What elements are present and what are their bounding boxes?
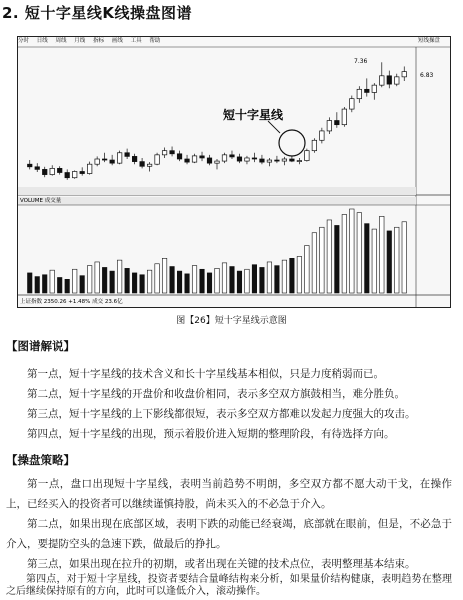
volume-label: VOLUME 成交量 <box>20 198 62 204</box>
candle-body <box>95 159 99 164</box>
volume-bar <box>87 266 91 293</box>
candle-body <box>267 160 271 162</box>
candle-body <box>372 85 376 92</box>
candle-body <box>237 157 241 161</box>
volume-bar <box>327 220 331 293</box>
price-mark-label: 6.83 <box>420 72 434 79</box>
candle-body <box>320 131 324 140</box>
candle-body <box>357 89 361 98</box>
page-title: 2. 短十字星线K线操盘图谱 <box>2 4 192 22</box>
candle-body <box>87 164 91 173</box>
paragraph: 第四点，对于短十字星线，投资者要结合量峰结构来分析，如果量价结构健康，表明趋势在整理之后继续保持原有的方向，此时可以逢低介入，滚动操作。 <box>6 574 452 597</box>
candle-body <box>170 151 174 154</box>
candle-body <box>230 155 234 157</box>
volume-bar <box>42 275 46 293</box>
volume-bar <box>35 277 39 293</box>
candle-body <box>365 89 369 92</box>
candle-body <box>207 158 211 163</box>
volume-bar <box>185 274 189 293</box>
section-heading: 【图谱解说】 <box>6 339 75 353</box>
volume-bar <box>305 246 309 293</box>
list-item: 第二点，短十字星线的开盘价和收盘价相同，表示多空双方旗鼓相当，难分胜负。 <box>27 388 405 400</box>
volume-bar <box>162 258 166 293</box>
candle-body <box>245 158 249 161</box>
toolbar-item[interactable]: 月线 <box>74 38 86 44</box>
volume-bar <box>282 260 286 293</box>
status-bar: 上证指数 2350.26 +1.48% 成交 23.6亿 <box>20 299 123 305</box>
list-item: 第一点，短十字星线的技术含义和长十字星线基本相似，只是力度稍弱而已。 <box>27 368 384 380</box>
candle-body <box>260 159 264 162</box>
toolbar-item[interactable]: 工具 <box>130 38 142 44</box>
volume-bar <box>260 267 264 293</box>
candle-body <box>125 153 129 157</box>
price-high-label: 7.36 <box>354 58 368 65</box>
volume-bar <box>95 262 99 293</box>
volume-bar <box>237 271 241 293</box>
volume-bar <box>275 266 279 293</box>
volume-bar <box>357 213 361 293</box>
volume-bar <box>312 233 316 293</box>
volume-bar <box>380 216 384 293</box>
candle-body <box>35 167 39 170</box>
candle-body <box>57 168 61 172</box>
candle-body <box>282 159 286 161</box>
list-item: 第四点，短十字星线的出现，预示着股价进入短期的整理阶段，有待选择方向。 <box>27 428 395 440</box>
candle-body <box>387 76 391 84</box>
paragraph: 第一点，盘口出现短十字星线，表明当前趋势不明朗，多空双方都不愿大动干戈，在操作上，已经买入的投资者可以继续谨慎持股，尚未买入的不必急于介入。 <box>6 478 452 510</box>
volume-bar <box>155 264 159 293</box>
section-heading: 【操盘策略】 <box>6 453 75 467</box>
annotation-arrow <box>268 121 280 133</box>
volume-bar <box>57 277 61 293</box>
volume-bar <box>65 279 69 293</box>
volume-bar <box>342 214 346 293</box>
candle-body <box>252 158 256 159</box>
toolbar-right-label: 短线操盘 <box>417 38 440 44</box>
candle-body <box>147 164 151 166</box>
candle-body <box>72 171 76 177</box>
candle-body <box>155 155 159 164</box>
candle-body <box>395 77 399 84</box>
candle-body <box>380 76 384 85</box>
annotation-label: 短十字星线 <box>223 108 284 122</box>
candle-body <box>297 161 301 162</box>
candle-body <box>162 151 166 155</box>
volume-bar <box>177 271 181 293</box>
volume-bar <box>372 229 376 293</box>
volume-bar <box>102 267 106 293</box>
paragraph: 第二点，如果出现在底部区域，表明下跌的动能已经衰竭，底部就在眼前，但是，不必急于介入，要提防空头的急速下跌，做最后的挣扎。 <box>6 518 452 550</box>
volume-bar <box>350 209 354 293</box>
volume-bar <box>252 265 256 293</box>
candle-body <box>290 159 294 161</box>
candle-body <box>110 160 114 163</box>
candle-body <box>350 99 354 109</box>
figure-caption: 图【26】短十字星线示意图 <box>176 316 287 326</box>
volume-bar <box>267 262 271 293</box>
paragraph: 第三点，如果出现在拉升的初期，或者出现在关键的技术点位，表明整理基本结束。 <box>27 558 416 570</box>
candle-body <box>80 171 84 173</box>
volume-bar <box>192 266 196 293</box>
volume-bar <box>320 227 324 293</box>
candle-body <box>222 155 226 161</box>
candle-body <box>27 164 31 167</box>
candle-body <box>215 161 219 163</box>
volume-bar <box>140 275 144 293</box>
volume-bar <box>290 258 294 293</box>
volume-bar <box>387 231 391 293</box>
candle-body <box>342 109 346 125</box>
candle-body <box>50 168 54 174</box>
volume-bar <box>395 227 399 293</box>
candle-body <box>132 156 136 161</box>
candle-body <box>200 156 204 158</box>
volume-bar <box>230 267 234 293</box>
volume-bar <box>80 276 84 293</box>
volume-bar <box>365 224 369 293</box>
volume-bar <box>110 271 114 293</box>
candle-body <box>102 159 106 160</box>
list-item: 第三点，短十字星线的上下影线都很短，表示多空双方都难以发起力度强大的攻击。 <box>27 408 416 420</box>
volume-bar <box>200 269 204 293</box>
toolbar-item[interactable]: 画线 <box>111 38 123 44</box>
volume-bar <box>207 273 211 293</box>
candle-body <box>117 153 121 163</box>
volume-bar <box>117 260 121 293</box>
toolbar-item[interactable]: 分时 <box>18 38 30 44</box>
kline-chart-screenshot <box>17 36 451 308</box>
volume-bar <box>245 269 249 293</box>
volume-bar <box>170 267 174 293</box>
candle-body <box>275 160 279 161</box>
volume-bar <box>125 268 129 293</box>
volume-bar <box>50 270 54 293</box>
volume-bar <box>27 273 31 293</box>
candle-body <box>402 72 406 77</box>
toolbar-item[interactable]: 周线 <box>55 38 67 44</box>
volume-bar <box>222 263 226 293</box>
candle-body <box>327 121 331 131</box>
candle-body <box>140 162 144 167</box>
volume-bar <box>132 273 136 293</box>
annotation-circle <box>279 130 305 156</box>
volume-bar <box>215 268 219 293</box>
toolbar-item[interactable]: 指标 <box>93 38 105 44</box>
volume-bar <box>297 256 301 293</box>
candle-body <box>177 154 181 159</box>
candle-body <box>335 121 339 125</box>
volume-bar <box>72 269 76 293</box>
chart-svg <box>18 37 450 307</box>
candle-body <box>305 151 309 161</box>
toolbar-item[interactable]: 帮助 <box>149 38 161 44</box>
volume-bar <box>402 222 406 293</box>
candle-body <box>312 140 316 150</box>
candle-body <box>65 173 69 178</box>
volume-bar <box>335 225 339 293</box>
candle-body <box>192 156 196 162</box>
toolbar-item[interactable]: 日线 <box>36 38 48 44</box>
volume-bar <box>147 270 151 293</box>
candle-body <box>185 159 189 162</box>
candle-body <box>42 169 46 174</box>
